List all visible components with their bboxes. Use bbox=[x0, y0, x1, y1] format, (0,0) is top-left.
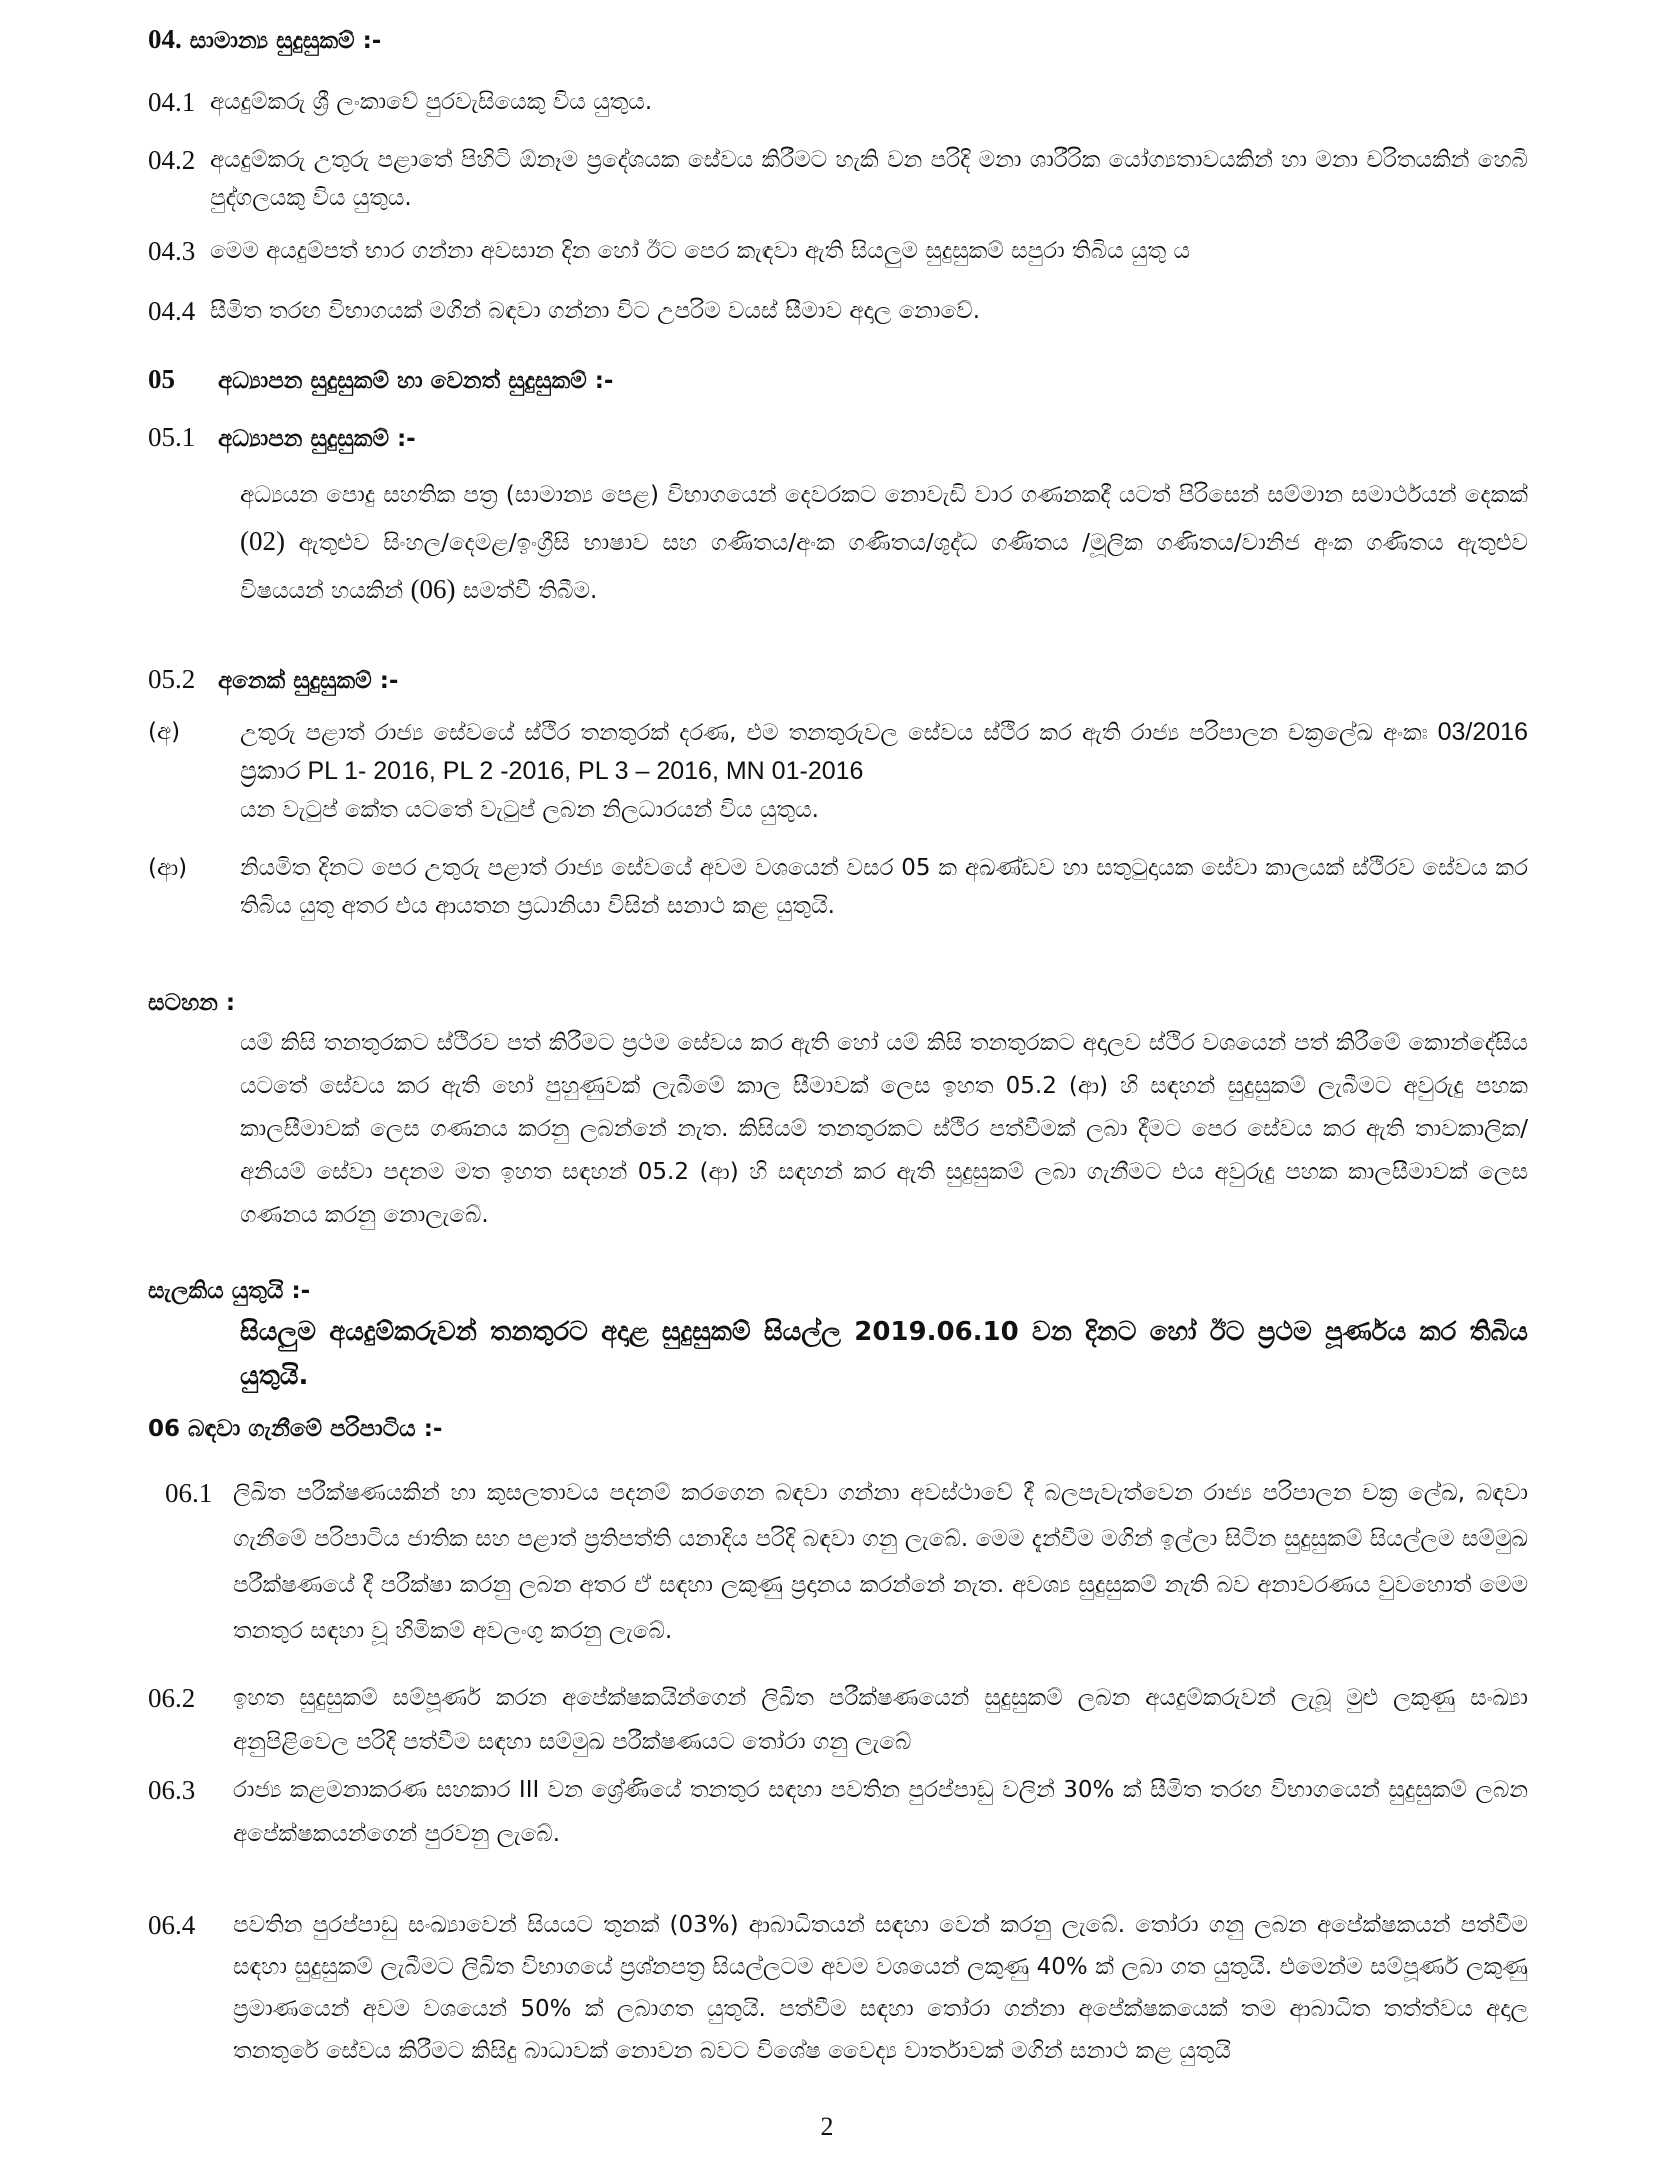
education-text-part-3: සමත්වී තිබීම. bbox=[455, 578, 598, 604]
education-text-part-2: ඇතුළුව සිංහල/දෙමළ/ඉංග්‍රීසි භාෂාව සහ ගණිතය/අංක ගණිතය/ශුද්ධ ගණිතය /මූලික ගණිතය/වානිජ අංක ගණිතය ඇතුළුව විෂයයන් හයකින් bbox=[240, 530, 1528, 604]
consider-heading: සැලකිය යුතුයි :- bbox=[148, 1278, 311, 1304]
section-05-number: 05 bbox=[148, 364, 175, 394]
item-number: 06.3 bbox=[148, 1775, 196, 1805]
clause-a-text-1: උතුරු පළාත් රාජ්‍ය සේවයේ ස්ථිර තනතුරක් දරණ, එම තනතුරුවල සේවය ස්ථිර කර ඇති රාජ්‍ය පරිපාලන චක්‍රලේඛ අංකඃ bbox=[240, 720, 1438, 746]
item-04-4 bbox=[148, 292, 1528, 330]
item-04-3 bbox=[148, 232, 1528, 270]
education-number-2: (06) bbox=[410, 574, 456, 604]
item-text: සීමිත තරඟ විභාගයක් මගින් බඳවා ගන්නා විට උපරිම වයස් සීමාව අදාල නොවේ. bbox=[210, 298, 981, 324]
clause-a-label: (අ) bbox=[148, 719, 181, 745]
item-text: රාජ්‍ය කළමනාකරණ සහකාර III වන ශ්‍රේණියේ තනතුර සඳහා පවතින පුරප්පාඩු වලින් 30% ක් සීමිත තරඟ විභාගයෙන් සුදුසුකම් ලබන අපේක්ෂකයන්ගෙන් පුරවනු ලැබේ. bbox=[233, 1777, 1528, 1847]
clause-aa-text: නියමිත දිනට පෙර උතුරු පළාත් රාජ්‍ය සේවයේ අවම වශයෙන් වසර 05 ක අඛණ්ඩව හා සතුටුදායක සේවා කාලයක් ස්ථිරව සේවය කර තිබිය යුතු අතර එය ආයතන ප්‍රධානියා විසින් සනාථ කළ යුතුයි. bbox=[240, 855, 1528, 919]
item-number: 04.2 bbox=[148, 145, 196, 175]
clause-a-text-3: යන වැටුප් කේත යටතේ වැටුප් ලබන නිලධාරයන් විය යුතුය. bbox=[240, 797, 819, 823]
item-text: අයදුම්කරු උතුරු පළාතේ පිහිටි ඕනෑම ප්‍රදේශයක සේවය කිරීමට හැකි වන පරිදි මනා ශාරීරික යෝග්‍යතාවයකින් හා මනා චරිතයකින් හෙබි පුද්ගලයකු විය යුතුය. bbox=[210, 147, 1528, 211]
section-05-heading bbox=[148, 360, 1528, 400]
section-05-2-title: අනෙක් සුදුසුකම් :- bbox=[218, 668, 399, 694]
education-number-1: (02) bbox=[240, 526, 285, 556]
item-06-4 bbox=[148, 1904, 1528, 2072]
item-text: අයදුම්කරු ශ්‍රී ලංකාවේ පුරවැසියෙකු විය යුතුය. bbox=[210, 89, 653, 115]
section-04-number: 04. bbox=[148, 24, 182, 54]
item-number: 04.4 bbox=[148, 296, 196, 326]
section-05-1-number: 05.1 bbox=[148, 422, 196, 452]
item-number: 06.2 bbox=[148, 1683, 196, 1713]
clause-a bbox=[148, 713, 1528, 829]
section-06-heading: 06 බඳවා ගැනීමේ පරිපාටිය :- bbox=[148, 1416, 443, 1442]
section-04-title: සාමාන්‍ය සුදුසුකම් :- bbox=[189, 28, 382, 54]
section-05-1-heading bbox=[148, 418, 1528, 458]
item-number: 06.1 bbox=[165, 1478, 213, 1508]
education-qualification-paragraph bbox=[240, 472, 1528, 614]
page-number: 2 bbox=[820, 2112, 834, 2141]
item-06-1 bbox=[165, 1470, 1528, 1654]
consider-text: සියලුම අයදුම්කරුවන් තනතුරට අදාළ සුදුසුකම් සියල්ල 2019.06.10 වන දිනට හෝ ඊට ප්‍රථම පූර්ණය කර තිබිය යුතුයි. bbox=[240, 1317, 1528, 1391]
item-04-2 bbox=[148, 141, 1528, 217]
item-number: 04.3 bbox=[148, 236, 196, 266]
item-06-2 bbox=[148, 1676, 1528, 1764]
note-heading: සටහන : bbox=[148, 990, 236, 1016]
item-06-3 bbox=[148, 1768, 1528, 1856]
clause-a-text bbox=[240, 713, 1528, 829]
item-text: මෙම අයදුම්පත් භාර ගන්නා අවසාන දින හෝ ඊට පෙර කැඳවා ඇති සියලුම සුදුසුකම් සපුරා තිබිය යුතු ය bbox=[210, 238, 1191, 264]
item-number: 06.4 bbox=[148, 1910, 196, 1940]
education-text-part-1: අධ්‍යයන පොදු සහතික පත්‍ර (සාමාන්‍ය පෙළ) විභාගයෙන් දෙවරකට නොවැඩි වාර ගණනකදී යටත් පිරිසෙන් සම්මාන සමාර්ථයන් දෙකක් bbox=[240, 482, 1528, 508]
section-05-2-heading bbox=[148, 660, 1528, 700]
note-text: යම් කිසි තනතුරකට ස්ථිරව පත් කිරීමට ප්‍රථම සේවය කර ඇති හෝ යම් කිසි තනතුරකට අදාලව ස්ථිර වශයෙන් පත් කිරීමේ කොන්දේසිය යටතේ සේවය කර ඇති හෝ පුහුණුවක් ලැබීමේ කාල සීමාවක් ලෙස ඉහත 05.2 (ආ) හි සඳහන් සුදුසුකම් ලැබීමට අවුරුදු පහක කාලසීමාවක් ලෙස ගණනය කරනු ලබන්නේ නැත. කිසියම් තනතුරකට ස්ථිර පත්වීමක් ලබා දීමට පෙර සේවය කර ඇති තාවකාලික/අනියම් සේවා පදනම මත ඉහත සඳහන් 05.2 (ආ) හි සඳහන් කර ඇති සුදුසුකම් ලබා ගැනීමට එය අවුරුදු පහක කාලසීමාවක් ලෙස ගණනය කරනු නොලැබේ. bbox=[240, 1030, 1528, 1228]
item-text: ලිඛිත පරීක්ෂණයකින් හා කුසලතාවය පදනම් කරගෙන බඳවා ගන්නා අවස්ථාවේ දී බලපැවැත්වෙන රාජ්‍ය පරිපාලන චක්‍ර ලේඛ, බඳවා ගැනීමේ පරිපාටිය ජාතික සහ පළාත් ප්‍රතිපත්ති යනාදිය පරිදි බඳවා ගනු ලැබේ. මෙම දැන්වීම මගින් ඉල්ලා සිටින සුදුසුකම් සියල්ලම සම්මුඛ පරීක්ෂණයේ දී පරීක්ෂා කරනු ලබන අතර ඒ සඳහා ලකුණු ප්‍රදානය කරන්නේ නැත. අවශ්‍ය සුදුසුකම් නැති බව අනාවරණය වුවහොත් මෙම තනතුර සඳහා වූ හිමිකම් අවලංගු කරනු ලැබේ. bbox=[233, 1480, 1528, 1644]
clause-aa bbox=[148, 849, 1528, 925]
section-04-heading bbox=[148, 20, 1528, 60]
clause-a-codes: 03/2016 ප්‍රකාර PL 1- 2016, PL 2 -2016, PL 3 – 2016, MN 01-2016 bbox=[240, 718, 1528, 785]
section-05-1-title: අධ්‍යාපන සුදුසුකම් :- bbox=[218, 426, 416, 452]
item-text: පවතින පුරප්පාඩු සංඛ්‍යාවෙන් සියයට තුනක් (03%) ආබාධිතයන් සඳහා වෙන් කරනු ලැබේ. තෝරා ගනු ලබන අපේක්ෂකයන් පත්වීම සඳහා සුදුසුකම් ලැබීමට ලිඛිත විභාගයේ ප්‍රශ්නපත්‍ර සියල්ලටම අවම වශයෙන් ලකුණු 40% ක් ලබා ගත යුතුයි. එමෙන්ම සම්පූර්ණ ලකුණු ප්‍රමාණයෙන් අවම වශයෙන් 50% ක් ලබාගත යුතුයි. පත්වීම සඳහා තෝරා ගන්නා අපේක්ෂකයෙක් තම ආබාධිත තත්ත්වය අදාල තනතුරේ සේවය කිරීමට කිසිදු බාධාවක් නොවන බවට විශේෂ වෛද්‍ය වාර්තාවක් මගින් සනාථ කළ යුතුයි bbox=[233, 1912, 1528, 2064]
item-04-1 bbox=[148, 83, 1528, 121]
section-05-2-number: 05.2 bbox=[148, 664, 196, 694]
item-text: ඉහත සුදුසුකම් සම්පූර්ණ කරන අපේක්ෂකයින්ගෙන් ලිඛිත පරීක්ෂණයෙන් සුදුසුකම් ලබන අයදුම්කරුවන් ලැබූ මුළු ලකුණු සංඛ්‍යා අනුපිළිවෙල පරිදි පත්වීම සඳහා සම්මුඛ පරීක්ෂණයට තෝරා ගනු ලැබේ bbox=[233, 1685, 1528, 1755]
item-number: 04.1 bbox=[148, 87, 196, 117]
section-05-title: අධ්‍යාපන සුදුසුකම් හා වෙනත් සුදුසුකම් :- bbox=[218, 368, 614, 394]
clause-aa-label: (ආ) bbox=[148, 855, 188, 881]
